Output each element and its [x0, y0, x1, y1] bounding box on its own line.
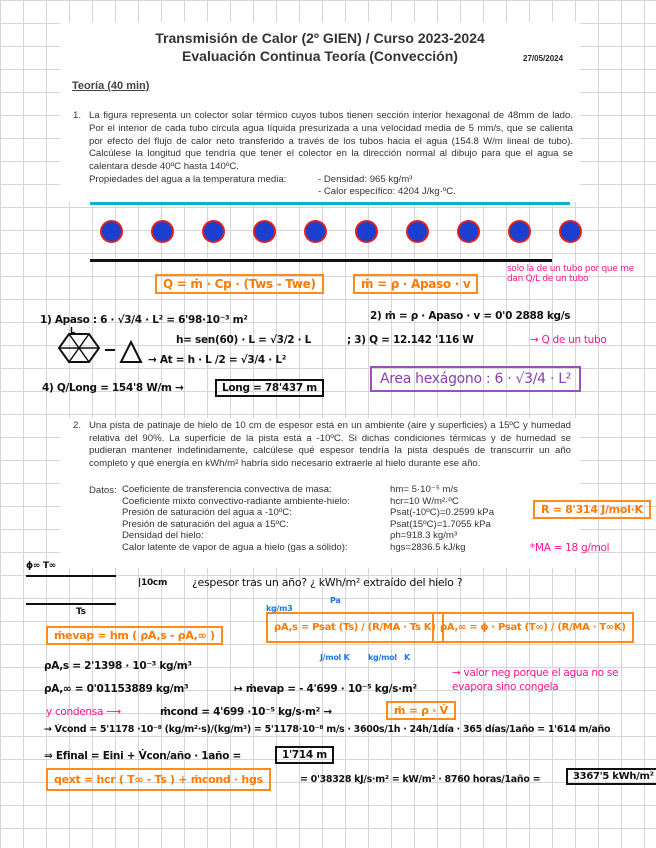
qext-value: = 0'38328 kJ/s·m² = kW/m² · 8760 horas/1año = — [300, 774, 541, 785]
q1-prop: - Calor específico: 4204 J/kg·ºC. — [318, 186, 456, 197]
side-label: L — [70, 326, 75, 335]
q1-prop: - Densidad: 965 kg/m³ — [318, 174, 413, 185]
step4-heat-per-length: 4) Q/Long = 154'8 W/m → — [42, 382, 184, 394]
tube-circle — [355, 220, 378, 243]
data-row: Densidad del hielo: ρh=918.3 kg/m³ — [122, 530, 458, 542]
data-row: Coeficiente de transferencia convectiva de masa: hm= 5·10⁻⁵ m/s — [122, 484, 458, 495]
data-row: Presión de saturación del agua a -10ºC: Psat(-10ºC)=0.2599 kPa — [122, 507, 495, 519]
q2-number: 2. — [73, 420, 82, 431]
question-summary: ¿espesor tras un año? ¿ kWh/m² extraído del hielo ? — [192, 576, 463, 589]
cond-rate: ṁcond = 4'699 ·10⁻⁵ kg/s·m² → — [160, 706, 332, 718]
mass-volume-box: ṁ = ρ · V̇ — [386, 701, 456, 720]
surface-temp-label: Ts — [76, 607, 86, 617]
data-row: Calor latente de vapor de agua a hielo (gas a sólido): hgs=2836.5 kJ/kg — [122, 541, 466, 553]
final-thickness: ⇒ Efinal = Eini + V̇con/año · 1año = — [44, 750, 241, 762]
eq-mass-flow-box: ṁ = ρ · Apaso · v — [353, 274, 478, 294]
condenses-note: y condensa ⟶ — [46, 706, 121, 718]
energy-result-box: 3367'5 kWh/m² — [566, 768, 656, 785]
final-thickness-box: 1'714 m — [275, 746, 334, 764]
thickness-label: |10cm — [138, 578, 168, 588]
rho-as-box: ρA,s = Psat (Ts) / (R/MA · Ts K) — [266, 612, 444, 643]
tube-circle — [253, 220, 276, 243]
data-row: Presión de saturación del agua a 15ºC: Psat(15ºC)=1.7055 kPa — [122, 518, 491, 530]
data-row: Coeficiente mixto convectivo-radiante ambiente-hielo: hcr=10 W/m²·ºC — [122, 495, 459, 507]
negative-value-note: → valor neg porque el agua no se evapora sino congela — [452, 667, 619, 693]
section-title: Teoría (40 min) — [72, 80, 150, 92]
vol-cond-rate: → V̇cond = 5'1178 ·10⁻⁸ (kg/m²·s)/(kg/m³) = 5'1178·10⁻⁸ m/s · 3600s/1h · 24h/1día · 365 días/1año = 1'614 m/año — [44, 724, 611, 735]
unit-note: kg/mol — [368, 653, 397, 662]
triangle-area: → At = h · L /2 = √3/4 · L² — [148, 354, 287, 366]
rho-ainf-box: ρA,∞ = ϕ · Psat (T∞) / (R/MA · T∞K) — [432, 612, 634, 643]
q1-props-label: Propiedades del agua a la temperatura media: — [89, 174, 287, 185]
data-table — [122, 484, 498, 554]
molar-mass-note: *MA = 18 g/mol — [530, 542, 610, 554]
tube-circle — [406, 220, 429, 243]
ambient-labels: ϕ∞ T∞ — [26, 561, 56, 571]
data-label: Datos: — [89, 485, 117, 496]
step2-mass-flow: 2) ṁ = ρ · Apaso · v = 0'0 2888 kg/s — [370, 310, 571, 322]
pink-note-one-tube: solo la de un tubo por que me dan Q/L de un tubo — [507, 264, 634, 284]
qext-box: qext = hcr ( T∞ - Ts ) + ṁcond · hgs — [46, 768, 271, 791]
tube-circle — [151, 220, 174, 243]
hexagon-area-box: Area hexágono : 6 · √3/4 · L² — [370, 366, 581, 392]
collector-top-line — [90, 202, 570, 205]
height-formula: h= sen(60) · L = √3/2 · L — [176, 334, 312, 346]
tube-circle — [559, 220, 582, 243]
hexagon-sketch-icon — [55, 330, 155, 366]
doc-date: 27/05/2024 — [523, 54, 564, 63]
step3-heat: ; 3) Q = 12.142 '116 W — [347, 334, 474, 346]
length-result-box: Long = 78'437 m — [215, 379, 324, 397]
ice-top-line — [26, 575, 116, 577]
unit-note: Pa — [330, 596, 341, 605]
unit-note: J/mol K — [320, 653, 350, 662]
q2-text: Una pista de patinaje de hielo de 10 cm de espesor está en un ambiente (aire y superficies) a 15ºC y humedad relativa del 90%. La superficie de la pista está a -10ºC. Si dichas condiciones térmicas y de humedad se pudieran mantener indefinidamente, calcúlese qué espesor tendría la pista después de transcurrir un año completo y qué energía en kWh/m² habría sido necesario extraerle al hielo durante ese año. — [89, 420, 571, 469]
doc-subtitle: Evaluación Continua Teoría (Convección) — [182, 48, 458, 64]
pink-note-q: → Q de un tubo — [530, 334, 607, 346]
eq-heat-box: Q = ṁ · Cp · (Tws - Twe) — [155, 274, 324, 294]
gas-constant-box: R = 8'314 J/mol·K — [533, 500, 651, 519]
tube-circle — [304, 220, 327, 243]
evap-rate-box: ṁevap = hm ( ρA,s - ρA,∞ ) — [46, 626, 223, 645]
ice-bottom-line — [26, 603, 116, 605]
tube-circle — [202, 220, 225, 243]
tube-circle — [457, 220, 480, 243]
q1-text: La figura representa un colector solar térmico cuyos tubos tienen sección interior hexagonal de 48mm de lado. Por el interior de cada tubo circula agua líquida presurizada a una velocidad media de 5 mm/s, que se calienta por efecto del flujo de calor neto transferido a través de los tubos hacia el agua (154.8 W/m lineal de tubo). Calcúlese la longitud que tendría que tener el colector en la dirección normal al dibujo para que el agua se calentara desde 40ºC hasta 140ºC. — [89, 110, 573, 173]
rho-as-value: ρA,s = 2'1398 · 10⁻³ kg/m³ — [44, 660, 192, 672]
collector-bottom-line — [90, 259, 552, 262]
q1-number: 1. — [73, 110, 82, 121]
unit-note: K — [404, 653, 410, 662]
unit-note: kg/m3 — [266, 604, 293, 613]
step1-area: 1) Apaso : 6 · √3/4 · L² = 6'98·10⁻³ m² — [40, 314, 248, 326]
tube-circle — [508, 220, 531, 243]
rho-ainf-value: ρA,∞ = 0'01153889 kg/m³ — [44, 683, 189, 695]
tube-circle — [100, 220, 123, 243]
evap-value: ↦ ṁevap = - 4'699 · 10⁻⁵ kg/s·m² — [234, 683, 417, 695]
doc-title: Transmisión de Calor (2º GIEN) / Curso 2023-2024 — [155, 30, 485, 46]
